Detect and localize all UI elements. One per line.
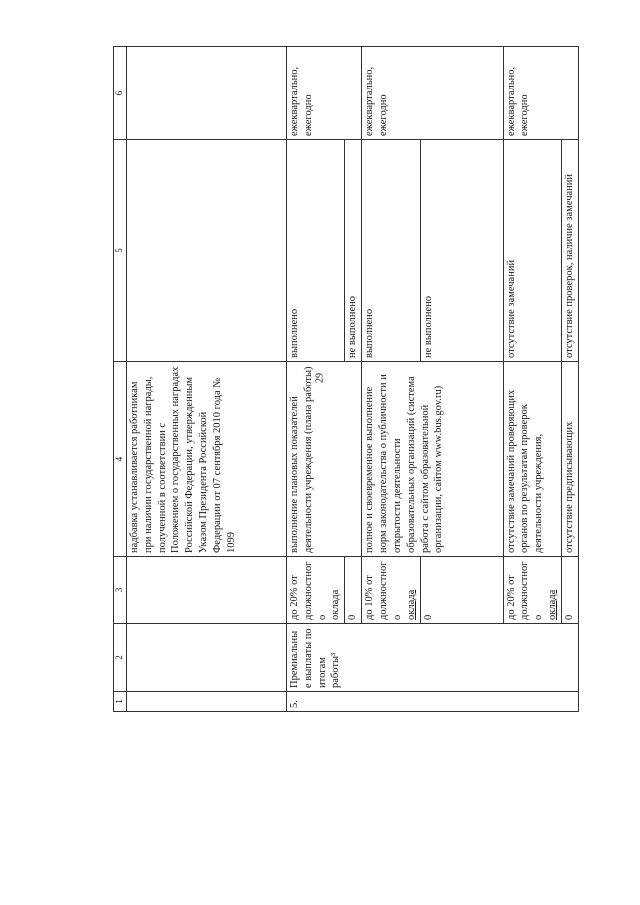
amount-zero-cell: 0 [562, 557, 579, 624]
amount-line: до 10% от [364, 575, 376, 620]
page-number: 29 [314, 373, 326, 383]
amount-line: оклада [330, 589, 342, 620]
period-cell: ежеквартально, ежегодно [503, 47, 578, 140]
amount-line: должностного [519, 561, 545, 620]
amount-cell [503, 557, 561, 624]
header-cell-1: 1 [114, 692, 127, 712]
amount-cell [362, 557, 420, 624]
evaluation-cell: отсутствие проверок, наличие замечаний [562, 140, 579, 362]
table-row [562, 47, 579, 712]
table-row [503, 47, 561, 712]
table-row [362, 47, 420, 712]
row-number: 5. [286, 692, 578, 712]
amount-line: должностного [302, 561, 328, 620]
header-cell-3: 3 [114, 557, 127, 624]
table-header-row [114, 47, 127, 712]
evaluation-cell: выполнено [286, 140, 344, 362]
header-cell-2: 2 [114, 624, 127, 692]
header-cell-5: 5 [114, 140, 127, 362]
header-cell-6: 6 [114, 47, 127, 140]
amount-line: до 20% от [288, 575, 300, 620]
rotated-table-container [113, 47, 576, 712]
criterion-cell: надбавка устанавливается работникам при наличии государственной награды, полученной в соответствии с Положением о государственных наградах Российской Федерации, утвержденным Указом Президента Российской Федерации от 07 сентября 2010 года № 1099 [126, 362, 286, 557]
header-cell-4: 4 [114, 362, 127, 557]
criterion-cell: полное и своевременное выполнение норм законодательства о публичности и открытости деятельности образовательных организаций (система работа с сайтом образовательной организации, сайтом www.bus.gov.ru) [362, 362, 503, 557]
amount-line: должностного [378, 561, 403, 620]
amount-line: оклада [547, 589, 559, 620]
criterion-cell: отсутствие предписывающих [562, 362, 579, 557]
evaluation-cell: отсутствие замечаний [503, 140, 561, 362]
amount-cell [286, 557, 344, 624]
period-cell: ежеквартально, ежегодно [362, 47, 503, 140]
evaluation-cell: выполнено [362, 140, 420, 362]
amount-zero-cell: 0 [420, 557, 503, 624]
amount-zero-cell: 0 [345, 557, 362, 624]
period-cell: ежеквартально, ежегодно [286, 47, 361, 140]
evaluation-cell: не выполнено [345, 140, 362, 362]
amount-line: оклада [405, 589, 417, 620]
payment-type-cell: Премиальные выплаты по итогам работы³ [286, 624, 578, 692]
table-row [286, 47, 344, 712]
criteria-table [113, 46, 579, 712]
table-row [126, 47, 286, 712]
criterion-cell: выполнение плановых показателей деятельности учреждения (плана работы) [286, 362, 361, 557]
amount-line: до 20% от [505, 575, 517, 620]
criterion-cell: отсутствие замечаний проверяющих органов по результатам проверок деятельности учреждения, [503, 362, 561, 557]
evaluation-cell: не выполнено [420, 140, 503, 362]
